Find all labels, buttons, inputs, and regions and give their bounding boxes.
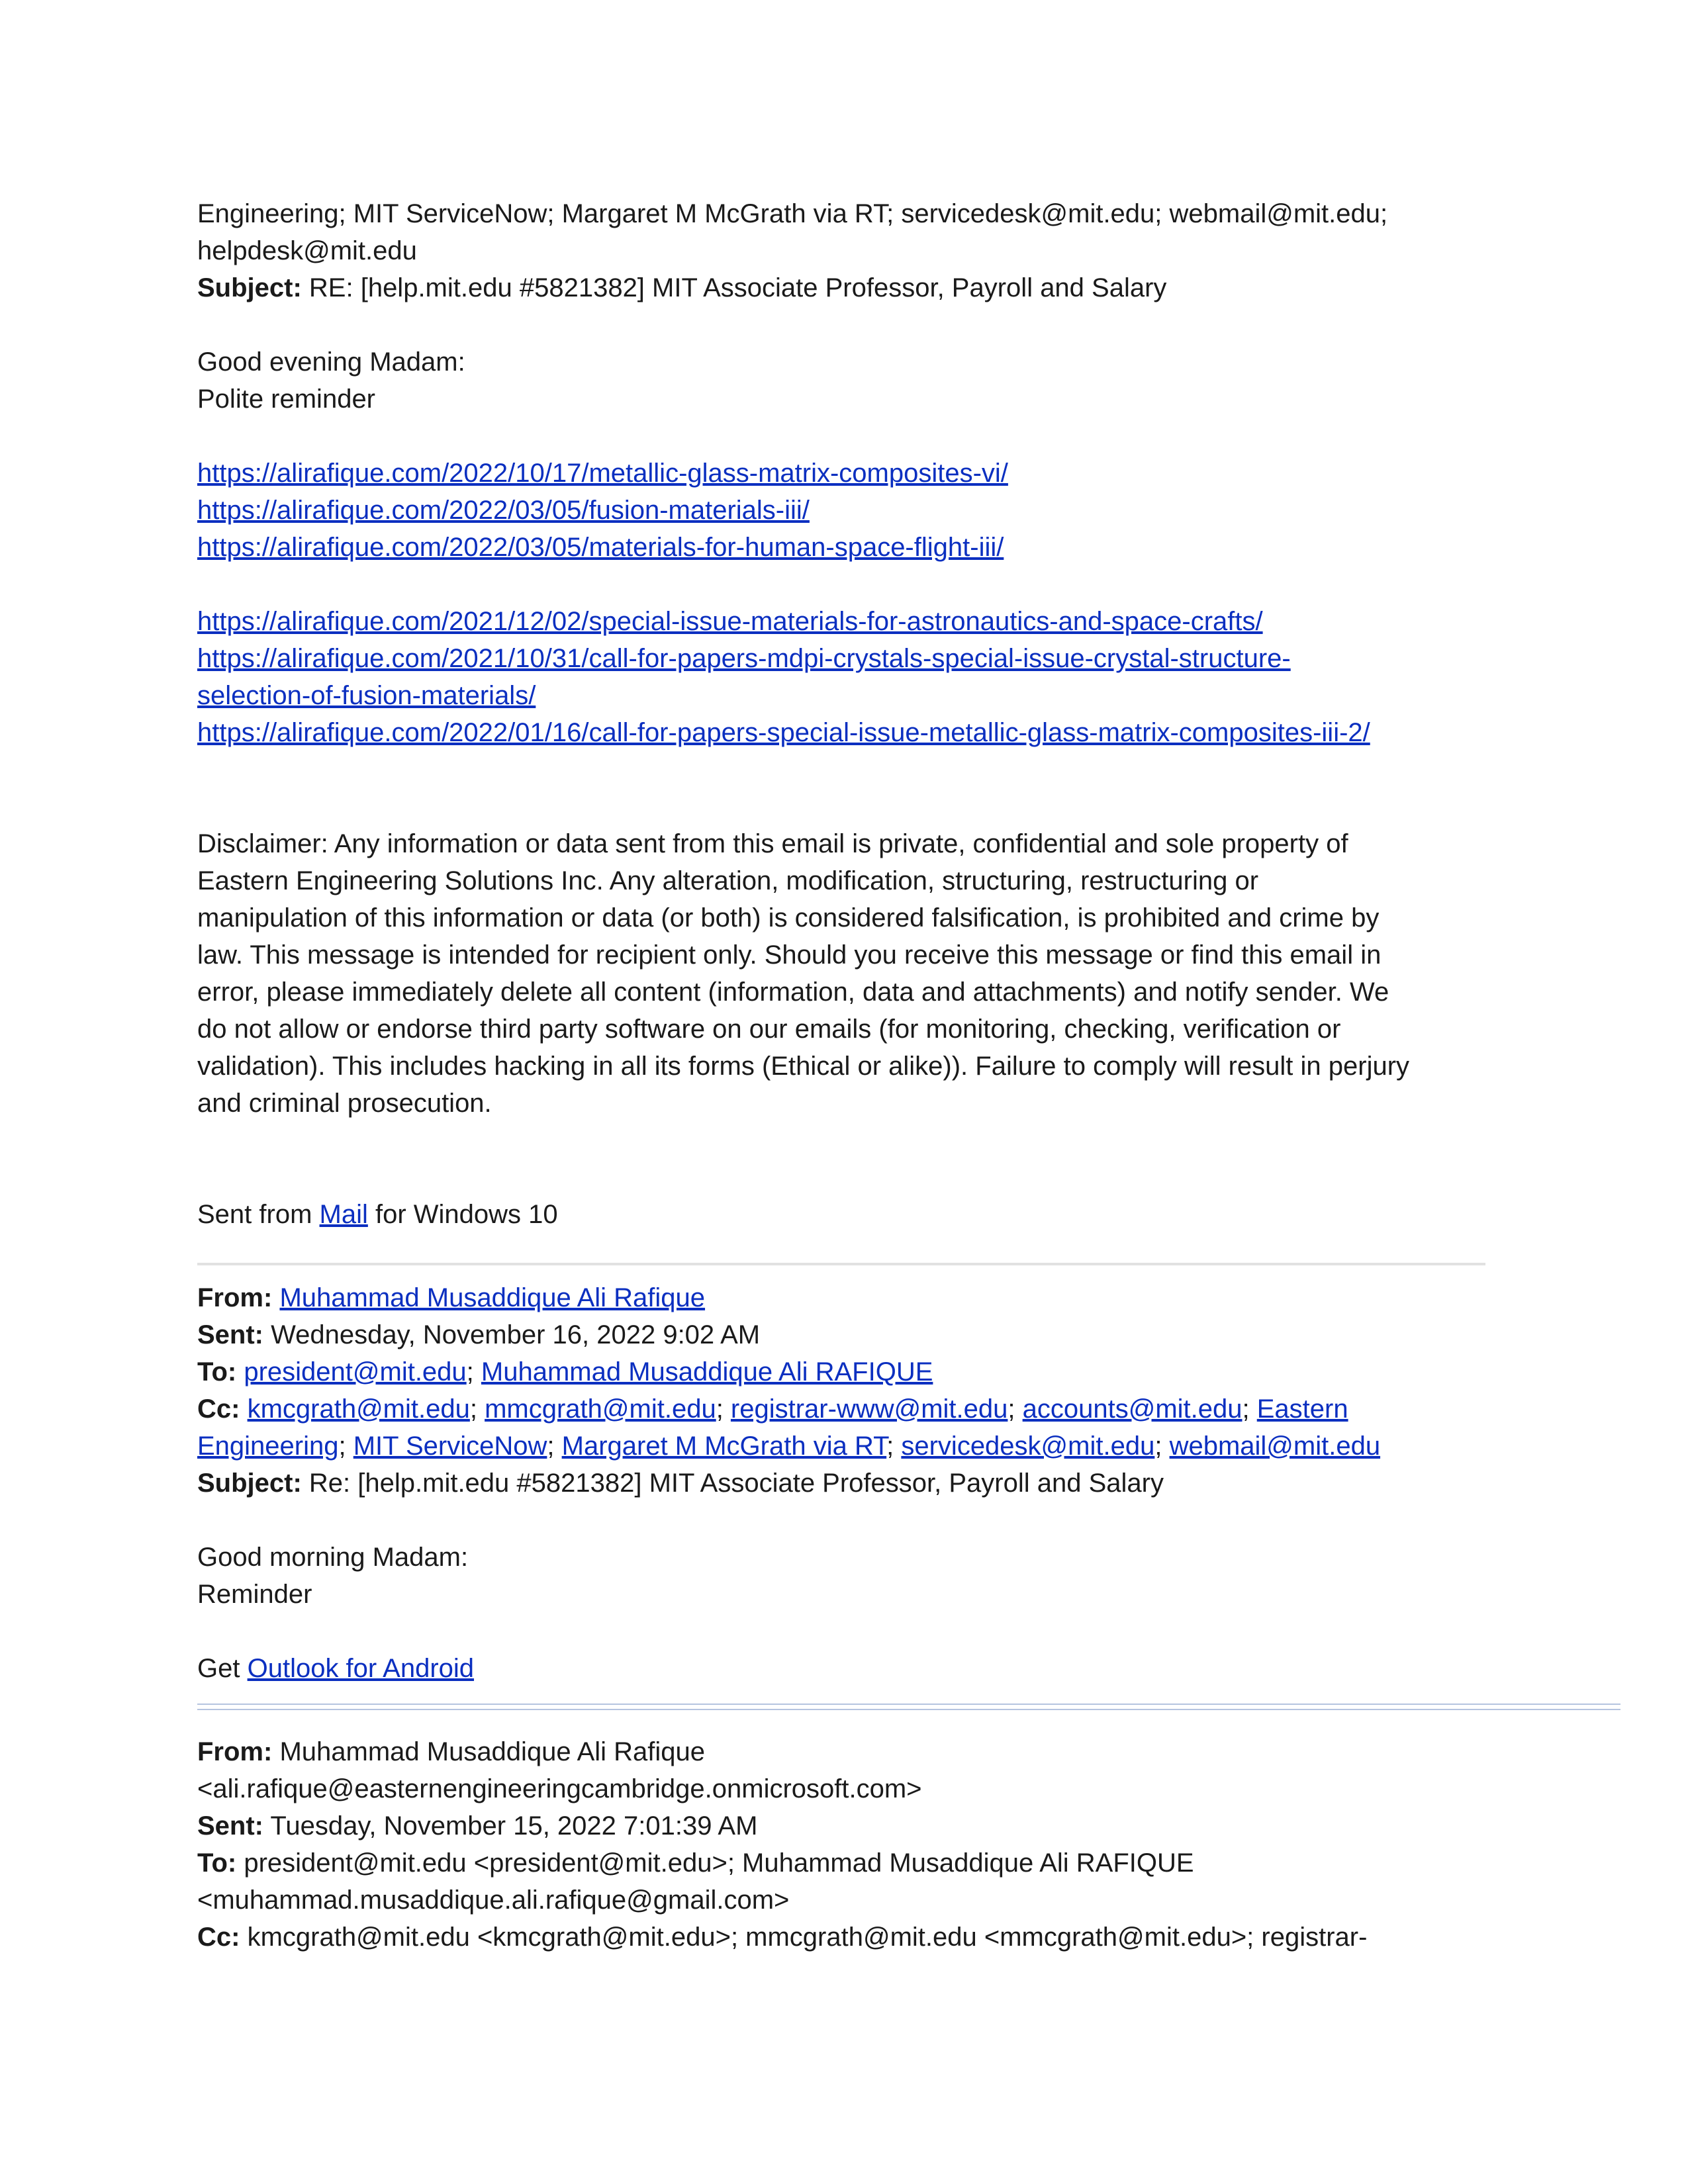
cc-value: kmcgrath@mit.edu <kmcgrath@mit.edu>; mmcgrath@mit.edu <mmcgrath@mit.edu>; registrar-	[240, 1923, 1368, 1952]
disclaimer-line: error, please immediately delete all content (information, data and attachments) and notify sender. We	[197, 978, 1389, 1007]
disclaimer-line: and criminal prosecution.	[197, 1089, 492, 1118]
article-link[interactable]: https://alirafique.com/2022/03/05/fusion-materials-iii/	[197, 496, 810, 525]
cc-continuation-line: helpdesk@mit.edu	[197, 236, 417, 265]
article-link[interactable]: https://alirafique.com/2021/10/31/call-for-papers-mdpi-crystals-special-issue-crystal-structure-	[197, 644, 1291, 673]
recipient-link[interactable]: Muhammad Musaddique Ali RAFIQUE	[481, 1357, 933, 1387]
cc-link[interactable]: webmail@mit.edu	[1169, 1432, 1381, 1461]
to-line	[197, 1844, 1521, 1882]
disclaimer-line: law. This message is intended for recipient only. Should you receive this message or find this email in	[197, 940, 1382, 970]
disclaimer-line: validation). This includes hacking in all its forms (Ethical or alike)). Failure to comply will result in perjury	[197, 1052, 1410, 1081]
cc-link[interactable]: Margaret M McGrath via RT	[561, 1432, 887, 1461]
recipient-link[interactable]: president@mit.edu	[244, 1357, 467, 1387]
subject-value: RE: [help.mit.edu #5821382] MIT Associate Professor, Payroll and Salary	[301, 273, 1167, 302]
disclaimer-paragraph	[197, 825, 1521, 1122]
email-document	[197, 195, 1521, 1956]
from-line	[197, 1279, 1521, 1316]
to-value: president@mit.edu <president@mit.edu>; Muhammad Musaddique Ali RAFIQUE	[236, 1848, 1194, 1878]
to-label: To:	[197, 1848, 237, 1878]
cc-line: Cc: kmcgrath@mit.edu; mmcgrath@mit.edu; registrar-www@mit.edu; accounts@mit.edu; Eastern	[197, 1394, 1348, 1424]
article-link[interactable]: https://alirafique.com/2022/01/16/call-for-papers-special-issue-metallic-glass-matrix-composites-iii-2/	[197, 718, 1370, 747]
article-link[interactable]: https://alirafique.com/2022/03/05/materials-for-human-space-flight-iii/	[197, 533, 1004, 562]
disclaimer-line: manipulation of this information or data (or both) is considered falsification, is prohibited and crime by	[197, 903, 1380, 933]
cc-link[interactable]: servicedesk@mit.edu	[901, 1432, 1155, 1461]
disclaimer-line: Eastern Engineering Solutions Inc. Any alteration, modification, structuring, restructuring or	[197, 866, 1259, 895]
get-outlook-line: Get Outlook for Android	[197, 1654, 475, 1683]
to-label: To:	[197, 1357, 237, 1387]
to-line-continued: <muhammad.musaddique.ali.rafique@gmail.com>	[197, 1886, 790, 1915]
message-separator	[197, 1263, 1485, 1265]
disclaimer-line: Disclaimer: Any information or data sent from this email is private, confidential and sole property of	[197, 829, 1348, 858]
from-email: <ali.rafique@easternengineeringcambridge.onmicrosoft.com>	[197, 1774, 922, 1803]
cc-link[interactable]: MIT ServiceNow	[353, 1432, 547, 1461]
cc-label: Cc:	[197, 1394, 240, 1424]
sender-link[interactable]: Muhammad Musaddique Ali Rafique	[279, 1283, 706, 1312]
cc-link[interactable]: mmcgrath@mit.edu	[485, 1394, 716, 1424]
body-line: Polite reminder	[197, 385, 376, 414]
article-link[interactable]: https://alirafique.com/2021/12/02/special-issue-materials-for-astronautics-and-space-crafts/	[197, 607, 1263, 636]
article-link-continued[interactable]: selection-of-fusion-materials/	[197, 681, 536, 710]
sent-line	[197, 1316, 1521, 1353]
cc-link[interactable]: Engineering	[197, 1432, 339, 1461]
sent-line	[197, 1807, 1521, 1844]
from-value: Muhammad Musaddique Ali Rafique	[272, 1737, 706, 1766]
cc-link[interactable]: registrar-www@mit.edu	[730, 1394, 1008, 1424]
sent-value: Wednesday, November 16, 2022 9:02 AM	[263, 1320, 761, 1349]
message-separator	[197, 1704, 1620, 1710]
cc-line	[197, 1919, 1521, 1956]
cc-line-continued: Engineering; MIT ServiceNow; Margaret M McGrath via RT; servicedesk@mit.edu; webmail@mit.edu	[197, 1432, 1381, 1461]
outlook-android-link[interactable]: Outlook for Android	[247, 1654, 475, 1683]
sent-label: Sent:	[197, 1320, 263, 1349]
subject-label: Subject:	[197, 1469, 302, 1498]
disclaimer-line: do not allow or endorse third party software on our emails (for monitoring, checking, verification or	[197, 1015, 1341, 1044]
subject-line	[197, 269, 1521, 306]
greeting: Good morning Madam:	[197, 1543, 469, 1572]
from-label: From:	[197, 1737, 273, 1766]
cc-link[interactable]: accounts@mit.edu	[1022, 1394, 1243, 1424]
article-link[interactable]: https://alirafique.com/2022/10/17/metallic-glass-matrix-composites-vi/	[197, 459, 1008, 488]
cc-link[interactable]: kmcgrath@mit.edu	[247, 1394, 470, 1424]
body-line: Reminder	[197, 1580, 312, 1609]
mail-app-link[interactable]: Mail	[319, 1200, 368, 1229]
sent-from-line: Sent from Mail for Windows 10	[197, 1200, 558, 1229]
cc-label: Cc:	[197, 1923, 240, 1952]
sent-label: Sent:	[197, 1811, 263, 1841]
greeting: Good evening Madam:	[197, 347, 465, 377]
from-line	[197, 1733, 1521, 1770]
cc-link[interactable]: Eastern	[1256, 1394, 1348, 1424]
sent-value: Tuesday, November 15, 2022 7:01:39 AM	[263, 1811, 758, 1841]
subject-label: Subject:	[197, 273, 302, 302]
from-label: From:	[197, 1283, 273, 1312]
subject-value: Re: [help.mit.edu #5821382] MIT Associate Professor, Payroll and Salary	[301, 1469, 1164, 1498]
cc-continuation-line: Engineering; MIT ServiceNow; Margaret M McGrath via RT; servicedesk@mit.edu; webmail@mit.edu;	[197, 199, 1388, 228]
to-line: To: president@mit.edu; Muhammad Musaddique Ali RAFIQUE	[197, 1357, 933, 1387]
subject-line	[197, 1465, 1521, 1502]
